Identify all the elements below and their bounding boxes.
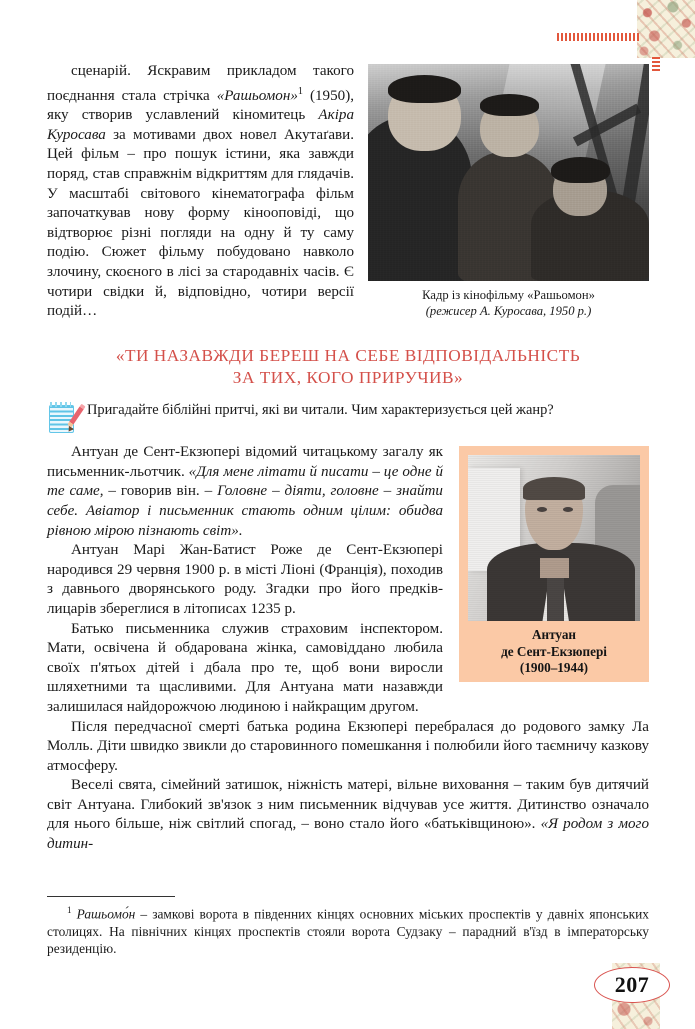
portrait-caption-line3: (1900–1944) xyxy=(519,660,589,675)
footnote-definition: – замкові ворота в південних кінцях основних міських проспектів у давніх японських столицях. На північних кінцях проспектів стояли ворота Судзаку – парадний в'їзд в імператорську резиденцію. xyxy=(47,906,649,956)
header-floral-ornament xyxy=(637,0,695,58)
footnote-term: Рашьомо́н xyxy=(76,906,136,922)
section-heading-line2: ЗА ТИХ, КОГО ПРИРУЧИВ» xyxy=(232,368,464,388)
bio-paragraph-3: Батько письменника служив страховим інспектором. Мати, освічена й обдарована жінка, самовіддано любила своїх п'ятьох дітей і дбала про те, щоб вони виросли шляхетними та щасливими. Для Антуана мати назавжди залишилася найдорожчою людиною і найкращим другом. xyxy=(47,620,443,715)
biography-section xyxy=(47,443,649,854)
footnote-divider xyxy=(47,896,175,897)
portrait-caption-line1: Антуан xyxy=(531,627,577,643)
film-caption-line1: Кадр із кінофільму «Рашьомон» xyxy=(422,288,595,302)
header-dashed-rule-horizontal xyxy=(557,33,639,41)
page-content xyxy=(47,62,649,855)
bio-p1-text-b: – говорив він. – xyxy=(103,483,218,500)
bio-paragraph-2: Антуан Марі Жан-Батист Роже де Сент-Екзюпері народився 29 червня 1900 р. в місті Ліоні (Франція), походив з давнього дворянського роду. Згадки про його предків-лицарів збереглися в літописах 1235 р. xyxy=(47,542,443,617)
header-dashed-rule-vertical xyxy=(652,57,660,73)
task-block xyxy=(47,401,649,433)
bio-p5-text: Веселі свята, сімейний затишок, ніжність матері, вільне виховання – таким був дитячий світ Антуана. Глибокий зв'язок з ним письменник відчував усе життя. Дитинство означало для нього більше, ніж світлий спогад, – воно стало його «батьківщиною». xyxy=(47,777,649,833)
notepad-pencil-icon xyxy=(47,402,78,433)
page-number: 207 xyxy=(594,967,670,1003)
portrait-caption-line2: де Сент-Екзюпері xyxy=(501,643,607,659)
bio-p1-quote-2: Головне – діяти, головне – знайти себе. Авіатор і письменник стають одним цілим: обидва рівною мірою пізнають світ». xyxy=(47,483,443,539)
footnote-reference: 1 xyxy=(297,85,304,97)
footnote-block xyxy=(47,896,649,957)
portrait-figure xyxy=(459,446,649,682)
film-still-figure xyxy=(368,64,649,319)
intro-text-mid: (1950), яку створив уславлений кіномитець xyxy=(47,87,354,124)
section-heading xyxy=(47,345,649,389)
footnote-text xyxy=(47,902,649,957)
director-name: Акіра Куросава xyxy=(47,107,354,143)
rashomon-film-still-image xyxy=(368,64,649,281)
bio-p1-text-a: Антуан де Сент-Екзюпері відомий читацькому загалу як письменник-льотчик. xyxy=(47,444,443,480)
portrait-caption xyxy=(468,627,640,676)
film-title: «Рашьомон» xyxy=(216,87,298,104)
intro-text-post: за мотивами двох новел Акутаґави. Цей фільм – про пошук істини, яка завжди поряд, став справжнім відкриттям для глядачів. У масштабі світового кінематографа фільм започаткував нову форму кінооповіді, що відтворює різні погляди на одну й ту саму подію. Сюжет фільму побудовано навколо злочину, скоєного в лісі за стародавніх часів. Є чотири свідки й, відповідно, чотири версії подій… xyxy=(47,126,354,320)
bio-p5-quote: «Я родом з мого дитин- xyxy=(47,816,649,853)
bio-paragraph-5 xyxy=(47,776,649,854)
film-still-caption xyxy=(368,288,649,319)
bio-paragraph-4: Після передчасної смерті батька родина Екзюпері перебралася до родового замку Ла Молль. Діти швидко звикли до старовинного помешкання і полюбили його таємничу казкову атмосферу. xyxy=(47,718,649,774)
intro-text-pre: сценарій. Яскравим прикладом такого поєднання стала стрічка xyxy=(47,63,354,104)
saint-exupery-portrait-image xyxy=(468,455,640,621)
film-caption-line2: (режисер А. Куросава, 1950 р.) xyxy=(425,303,592,318)
section-heading-line1: «ТИ НАЗАВЖДИ БЕРЕШ НА СЕБЕ ВІДПОВІДАЛЬНІСТЬ xyxy=(115,346,581,366)
bio-p1-quote-1: «Для мене літати й писати – це одне й те саме, xyxy=(47,463,443,500)
task-question-text: Пригадайте біблійні притчі, які ви читали. Чим характеризується цей жанр? xyxy=(87,402,554,419)
intro-section xyxy=(47,62,649,323)
footnote-marker: 1 xyxy=(67,905,72,915)
